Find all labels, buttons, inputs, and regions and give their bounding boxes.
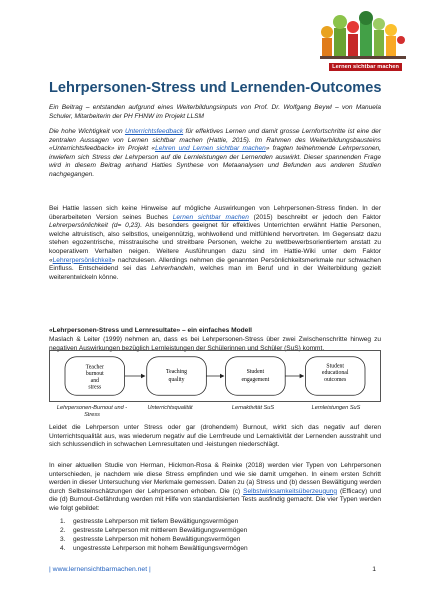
body-paragraph-1	[49, 205, 381, 282]
intro-text-3: » fragten teilnehmende Lehrpersonen, inwiefern sich Stress der Lehrperson auf die Lernleistungen der Lernenden auswirkt. Dieser spannenden Frage wird in diesem Beitrag anhand Hatties Synthese von Metaanalysen und Befunden aus anderen Studien nachgegangen.	[49, 145, 381, 178]
diagram-label-1: Lehrpersonen-Burnout und -Stress	[56, 405, 128, 418]
list-item: 1. gestresste Lehrperson mit tiefem Bewältigungsvermögen	[60, 518, 239, 525]
footer-website: | www.lernensichtbarmachen.net |	[49, 566, 151, 573]
list-item: 4. ungestresste Lehrperson mit hohem Bewältigungsvermögen	[60, 545, 248, 552]
svg-text:Student: Student	[326, 363, 344, 370]
diagram-label-2: Unterrichtsqualität	[147, 405, 193, 411]
section-paragraph: Maslach & Leiter (1999) nehmen an, dass es bei Lehrpersonen-Stress über zwei Zwischenschritte hinweg zu negativen Auswirkungen bezüglich Lernleistungen der Schülerinnen und Schüler (SuS) kommt.	[49, 336, 381, 352]
body-text-1: Bei Hattie lassen sich keine Hinweise auf mögliche Auswirkungen von Lehrpersonen-Stress finden. In der überarbeiteten Version seines Buches	[49, 205, 381, 221]
study-paragraph	[49, 462, 381, 514]
diagram-label-3: Lernaktivität SuS	[231, 405, 275, 411]
link-lernen-sichtbar-machen[interactable]: Lernen sichtbar machen	[172, 213, 249, 221]
link-selbstwirksamkeit[interactable]: Selbstwirksamkeitsüberzeugung	[243, 487, 338, 495]
svg-text:and: and	[90, 377, 99, 384]
body-text-3: . Als besonders geeignet für effektives Unterrichten erwähnt Hattie Personen, welche altruistisch, also selbstlos, uneigennützig, wohlwollend und mitfühlend hervortreten. Im Gegensatz dazu stehen egozentrische, misstrauische und streitbare Personen, welche zu wettbewerbsorientiertem anstatt zu kooperativem Verhalten neigen. Weitere Ausführungen dazu sind im Hattie-Wiki unter dem Faktor «	[49, 222, 381, 264]
diagram-label-4: Lernleistungen SuS	[311, 405, 361, 411]
svg-text:engagement: engagement	[241, 376, 270, 383]
svg-text:quality: quality	[168, 376, 185, 383]
svg-text:burnout: burnout	[85, 371, 104, 378]
page-number: 1	[372, 566, 376, 573]
list-item: 3. gestresste Lehrperson mit hohem Bewältigungsvermögen	[60, 536, 241, 543]
diagram-box-2	[147, 357, 207, 395]
footer-link[interactable]: www.lernensichtbarmachen.net	[52, 566, 148, 573]
study-text-1: In einer aktuellen Studie von Herman, Hickmon-Rosa & Reinke (2018) werden vier Typen von Lehrpersonen unterschieden, je nachdem wie diese Stress empfinden und wie sie damit umgehen. In einem ersten Schritt werden in dieser Untersuchung vier Merkmale gemessen. Daten zu (a) Stress und (b) dessen Bewältigung werden durch Selbsteinschätzungen der Lehrpersonen erhoben. Die (c)	[49, 462, 381, 495]
model-diagram	[49, 350, 381, 402]
section-title: «Lehrpersonen-Stress und Lernresultate» – ein einfaches Modell	[49, 327, 252, 334]
link-lehrerpersoenlichkeit[interactable]: Lehrerpersönlichkeit	[52, 256, 112, 264]
body-text-5: , welches man im Beruf und in der Weiterbildung gezielt weiterentwickeln könne.	[49, 265, 381, 281]
list-item: 2. gestresste Lehrperson mit mittlerem Bewältigungsvermögen	[60, 527, 248, 534]
intro-text-2: für effektives Lernen und damit grosse Lernfortschritte ist eine der zentralen Aussagen von Lernen sichtbar machen (Hattie, 2015). Im Rahmen des Weiterbildungsbausteins «Unterrichtsfeedback» im Projekt «	[49, 128, 381, 153]
intro-text-1: Die hohe Wichtigkeit von	[49, 128, 125, 135]
link-lehren-und-lernen[interactable]: Lehren und Lernen sichtbar machen	[155, 145, 266, 153]
svg-text:educational: educational	[321, 370, 349, 377]
logo-caption: Lernen sichtbar machen	[329, 63, 402, 71]
intro-paragraph	[49, 128, 381, 180]
svg-text:Teaching: Teaching	[166, 369, 188, 376]
study-text-2: (Efficacy) und die (d) Burnout-Gefährdung werden mit Hilfe von standardisierten Tests ausfindig gemacht. Die vier Typen werden wie folgt gebildet:	[49, 487, 381, 512]
diagram-box-3	[226, 357, 286, 395]
after-diagram-paragraph: Leidet die Lehrperson unter Stress oder gar (drohendem) Burnout, wirkt sich das negativ auf deren Unterrichtsqualität aus, was wiederum negativ auf die Lernfreude und Lernaktivität der Lernenden ausstrahlt und sich schlussendlich in schwachen Lernresultaten und -leistungen niederschlägt.	[49, 424, 381, 449]
svg-text:Teacher: Teacher	[85, 364, 104, 371]
svg-text:outcomes: outcomes	[324, 376, 347, 383]
diagram-box-1	[65, 357, 125, 395]
body-text-4: » nachzulesen. Allerdings nehmen die genannten Persönlichkeitsmerkmale nur schwachen Einfluss. Entscheidend sei das	[49, 256, 381, 273]
svg-text:stress: stress	[88, 384, 102, 391]
body-text-2: (2015) beschreibt er jedoch den Faktor	[248, 213, 381, 221]
intro-author: Ein Beitrag – entstanden aufgrund eines Weiterbildungsinputs von Prof. Dr. Wolfgang Beywl – von Manuela Schuler, Mitarbeiterin der PH FHNW im Projekt LLSM	[49, 104, 381, 120]
diagram-box-4	[305, 357, 365, 395]
link-unterrichtsfeedback[interactable]: Unterrichtsfeedback	[124, 128, 184, 135]
svg-text:Student: Student	[246, 369, 265, 376]
body-factor: Lehrerpersönlichkeit (d= 0,23)	[49, 222, 140, 230]
body-lehrerhandeln: Lehrerhandeln	[151, 265, 194, 273]
page-title: Lehrpersonen-Stress und Lernenden-Outcomes	[49, 80, 382, 96]
